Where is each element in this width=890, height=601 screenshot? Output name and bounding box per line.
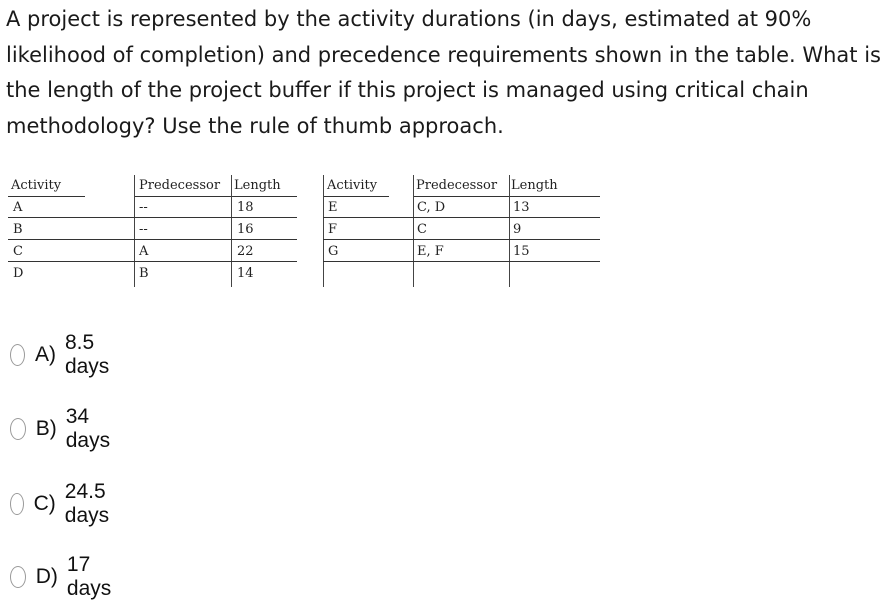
cell-length: 16 <box>237 222 254 237</box>
cell-length: 22 <box>237 244 254 259</box>
cell-length: 14 <box>237 266 254 281</box>
header-underline <box>8 196 85 197</box>
option-text: 8.5 days <box>64 331 110 378</box>
cell-activity: C <box>13 244 23 259</box>
option-letter: A) <box>34 343 56 366</box>
row-divider <box>8 261 297 262</box>
option-letter: D) <box>35 565 58 588</box>
cell-activity: D <box>13 266 24 281</box>
cell-activity: A <box>13 200 23 215</box>
cell-activity: G <box>328 244 339 259</box>
row-divider <box>323 261 600 262</box>
option-a[interactable] <box>10 331 116 379</box>
header-activity: Activity <box>327 178 378 193</box>
cell-predecessor: C <box>417 222 427 237</box>
header-predecessor: Predecessor <box>416 178 498 193</box>
option-letter: B) <box>35 417 57 440</box>
header-length: Length <box>511 178 558 193</box>
row-divider <box>8 217 297 218</box>
header-underline <box>134 196 297 197</box>
cell-activity: F <box>328 222 338 237</box>
cell-predecessor: -- <box>139 222 148 237</box>
cell-length: 15 <box>513 244 530 259</box>
header-activity: Activity <box>11 178 62 193</box>
radio-button-icon[interactable] <box>10 344 25 366</box>
column-divider <box>134 175 135 287</box>
header-underline <box>413 196 600 197</box>
radio-button-icon[interactable] <box>10 418 26 440</box>
header-underline <box>323 196 389 197</box>
cell-length: 18 <box>237 200 254 215</box>
radio-button-icon[interactable] <box>10 566 26 588</box>
cell-length: 9 <box>513 222 522 237</box>
cell-activity: E <box>328 200 338 215</box>
column-divider <box>323 175 324 287</box>
radio-button-icon[interactable] <box>10 493 24 515</box>
header-length: Length <box>234 178 281 193</box>
column-divider <box>231 175 232 287</box>
option-text: 17 days <box>66 553 112 600</box>
option-text: 24.5 days <box>64 480 110 527</box>
cell-predecessor: C, D <box>417 200 446 215</box>
column-divider <box>413 175 414 287</box>
header-predecessor: Predecessor <box>139 178 221 193</box>
column-divider <box>509 175 510 287</box>
option-d[interactable] <box>10 553 118 601</box>
option-text: 34 days <box>65 405 111 452</box>
row-divider <box>323 239 600 240</box>
row-divider <box>8 239 297 240</box>
option-c[interactable] <box>10 480 118 528</box>
cell-predecessor: -- <box>139 200 148 215</box>
question-text: A project is represented by the activity durations (in days, estimated at 90% likelihood of completion) and precedence requirements shown in the table. What is the length of the project buffer if this project is managed using critical chain methodology? Use the rule of thumb approach. <box>6 7 881 138</box>
cell-predecessor: B <box>139 266 149 281</box>
row-divider <box>323 217 600 218</box>
cell-predecessor: A <box>139 244 149 259</box>
cell-predecessor: E, F <box>417 244 444 259</box>
cell-length: 13 <box>513 200 530 215</box>
option-b[interactable] <box>10 405 116 453</box>
option-letter: C) <box>33 492 56 515</box>
cell-activity: B <box>13 222 23 237</box>
